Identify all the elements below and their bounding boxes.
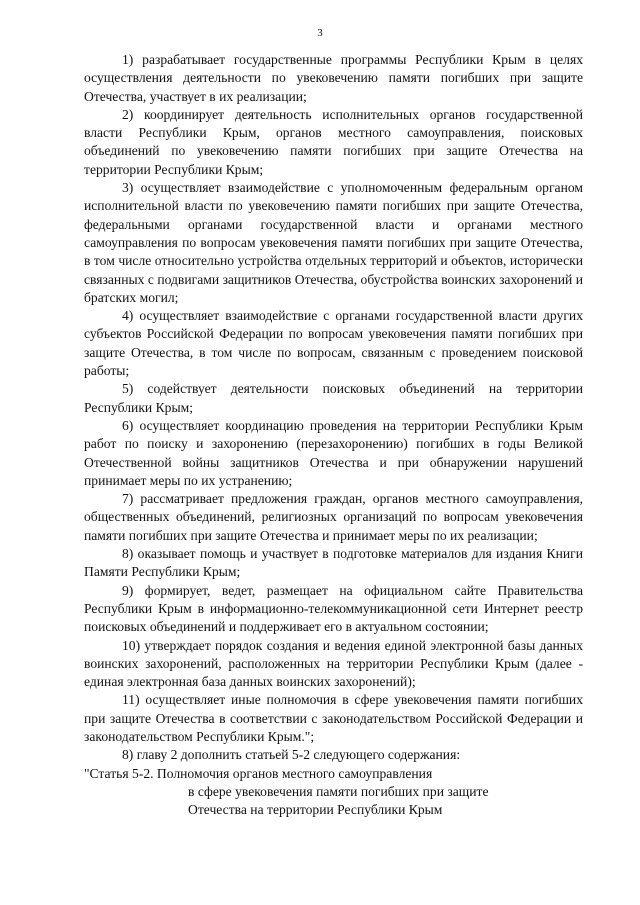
- paragraph-item-3: 3) осуществляет взаимодействие с уполномоченным федеральным органом исполнительной власти по увековечению памяти погибших при защите Отечества, федеральными органами государственной власти и органами местного самоуправления по вопросам увековечения памяти погибших при защите Отечества, в том числе относительно устройства отдельных территорий и объектов, исторически связанных с подвигами защитников Отечества, обустройства воинских захоронений и братских могил;: [84, 180, 583, 305]
- paragraph-item-10: 10) утверждает порядок создания и ведения единой электронной базы данных воинских захоронений, расположенных на территории Республики Крым (далее - единая электронная база данных воинских захоронений);: [84, 637, 583, 690]
- paragraph-item-6: 6) осуществляет координацию проведения на территории Республики Крым работ по поиску и захоронению (перезахоронению) погибших в годы Великой Отечественной войны защитников Отечества и при обнаружении нарушений принимает меры по их устранению;: [84, 417, 583, 488]
- amendment-item-8: 8) главу 2 дополнить статьей 5-2 следующего содержания:: [122, 747, 461, 763]
- paragraph-item-9: 9) формирует, ведет, размещает на официальном сайте Правительства Республики Крым в информационно-телекоммуникационной сети Интернет реестр поисковых объединений и поддерживает его в актуальном состоянии;: [84, 582, 583, 635]
- article-title-line-2: в сфере увековечения памяти погибших при защите: [188, 783, 489, 799]
- article-title-line-3: Отечества на территории Республики Крым: [188, 802, 443, 818]
- article-title: [84, 765, 583, 820]
- paragraph-item-1: 1) разрабатывает государственные программы Республики Крым в целях осуществления деятельности по увековечению памяти погибших при защите Отечества, участвует в их реализации;: [84, 52, 583, 104]
- paragraph-item-8: 8) оказывает помощь и участвует в подготовке материалов для издания Книги Памяти Республики Крым;: [84, 546, 583, 580]
- paragraph-item-5: 5) содействует деятельности поисковых объединений на территории Республики Крым;: [84, 381, 583, 415]
- paragraph-item-4: 4) осуществляет взаимодействие с органами государственной власти других субъектов Российской Федерации по вопросам увековечения памяти погибших при защите Отечества, в том числе по вопросам, связанным с проведением поисковой работы;: [84, 308, 583, 379]
- document-body: [84, 51, 583, 819]
- paragraph-item-2: 2) координирует деятельность исполнительных органов государственной власти Республики Крым, органов местного самоуправления, поисковых объединений по увековечению памяти погибших при защите Отечества на территории Республики Крым;: [84, 106, 583, 177]
- paragraph-item-7: 7) рассматривает предложения граждан, органов местного самоуправления, общественных объединений, религиозных организаций по вопросам увековечения памяти погибших при защите Отечества и принимает меры по их реализации;: [84, 491, 583, 543]
- article-title-line-1: "Статья 5-2. Полномочия органов местного самоуправления: [84, 765, 433, 781]
- paragraph-item-11: 11) осуществляет иные полномочия в сфере увековечения памяти погибших при защите Отечества в соответствии с законодательством Российской Федерации и законодательством Республики Крым.";: [84, 692, 583, 744]
- page-number: 3: [317, 27, 323, 39]
